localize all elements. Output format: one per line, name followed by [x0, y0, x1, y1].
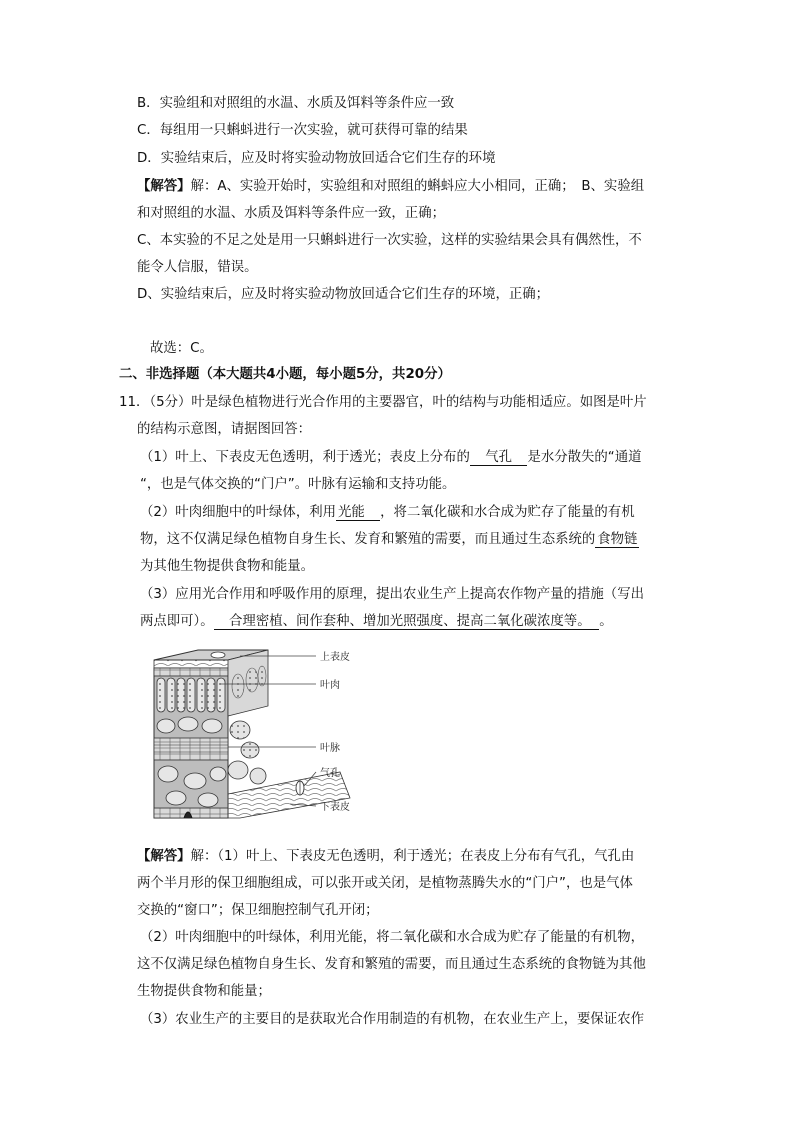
label-lower-epidermis: 下表皮 [320, 802, 350, 813]
section-heading: 二、非选择题（本大题共4小题，每小题5分，共20分） [119, 367, 451, 382]
q11-answer-line7: （3）农业生产的主要目的是获取光合作用制造的有机物，在农业生产上，要保证农作 [140, 1012, 644, 1027]
blank-food-chain: 食物链 [597, 532, 638, 547]
q11-part1-line1: （1）叶上、下表皮无色透明，利于透光；表皮上分布的 气孔 是水分散失的“通道 [140, 450, 642, 465]
q10-answer-line4: 能令人信服，错误。 [137, 260, 258, 275]
blank-stomata: 气孔 [471, 450, 526, 465]
option-c: C．每组用一只蝌蚪进行一次实验，就可获得可靠的结果 [137, 123, 468, 138]
leaf-structure-figure [140, 646, 386, 822]
q10-answer-line5: D、实验结束后，应及时将实验动物放回适合它们生存的环境，正确； [137, 287, 550, 302]
q11-part2-line1: （2）叶肉细胞中的叶绿体，利用 光能 ，将二氧化碳和水合成为贮存了能量的有机 [140, 505, 635, 520]
q11-stem-line1: 11．（5分）叶是绿色植物进行光合作用的主要器官，叶的结构与功能相适应。如图是叶片 [119, 395, 647, 410]
label-upper-epidermis: 上表皮 [320, 652, 350, 663]
answer-tag: 【解答】 [137, 179, 191, 194]
blank-measures: 合理密植、间作套种、增加光照强度、提高二氧化碳浓度等。 [215, 614, 598, 629]
q11-answer-line4: （2）叶肉细胞中的叶绿体，利用光能，将二氧化碳和水合成为贮存了能量的有机物， [140, 930, 644, 945]
label-stomata: 气孔 [320, 768, 340, 779]
q11-stem-line2: 的结构示意图，请据图回答： [137, 422, 312, 437]
q10-answer-line1: 【解答】解：A、实验开始时，实验组和对照组的蝌蚪应大小相同，正确； B、实验组 [137, 179, 645, 194]
answer-tag: 【解答】 [137, 849, 191, 864]
q11-answer-line6: 生物提供食物和能量； [137, 984, 271, 999]
q11-answer-line2: 两个半月形的保卫细胞组成，可以张开或关闭，是植物蒸腾失水的“门户”，也是气体 [137, 876, 633, 891]
option-d: D．实验结束后，应及时将实验动物放回适合它们生存的环境 [137, 151, 496, 166]
q11-part1-line2: “，也是气体交换的“门户”。叶脉有运输和支持功能。 [140, 477, 456, 492]
q11-answer-line5: 这不仅满足绿色植物自身生长、发育和繁殖的需要，而且通过生态系统的食物链为其他 [137, 957, 646, 972]
label-vein: 叶脉 [320, 743, 340, 754]
q11-answer-line3: 交换的“窗口”；保卫细胞控制气孔开闭； [137, 903, 379, 918]
q11-part3-line2: 两点即可）。 合理密植、间作套种、增加光照强度、提高二氧化碳浓度等。 。 [140, 614, 613, 629]
leaf-cross-section-diagram [140, 646, 386, 822]
q10-answer-line3: C、本实验的不足之处是用一只蝌蚪进行一次实验，这样的实验结果会具有偶然性，不 [137, 233, 642, 248]
blank-light-energy: 光能 [338, 505, 379, 520]
q11-part2-line2: 物，这不仅满足绿色植物自身生长、发育和繁殖的需要，而且通过生态系统的 食物链 [140, 532, 638, 547]
vein-band [154, 738, 228, 760]
q11-part2-line3: 为其他生物提供食物和能量。 [140, 559, 315, 574]
q10-answer-choice: 故选：C。 [150, 341, 213, 356]
q10-answer-line2: 和对照组的水温、水质及饵料等条件应一致，正确； [137, 206, 445, 221]
q11-part3-line1: （3）应用光合作用和呼吸作用的原理，提出农业生产上提高农作物产量的措施（写出 [140, 587, 644, 602]
stomata-top-icon [211, 652, 225, 658]
option-b: B．实验组和对照组的水温、水质及饵料等条件应一致 [137, 96, 455, 111]
q11-answer-line1: 【解答】解：（1）叶上、下表皮无色透明，利于透光；在表皮上分布有气孔，气孔由 [137, 849, 635, 864]
label-mesophyll: 叶肉 [320, 680, 340, 691]
